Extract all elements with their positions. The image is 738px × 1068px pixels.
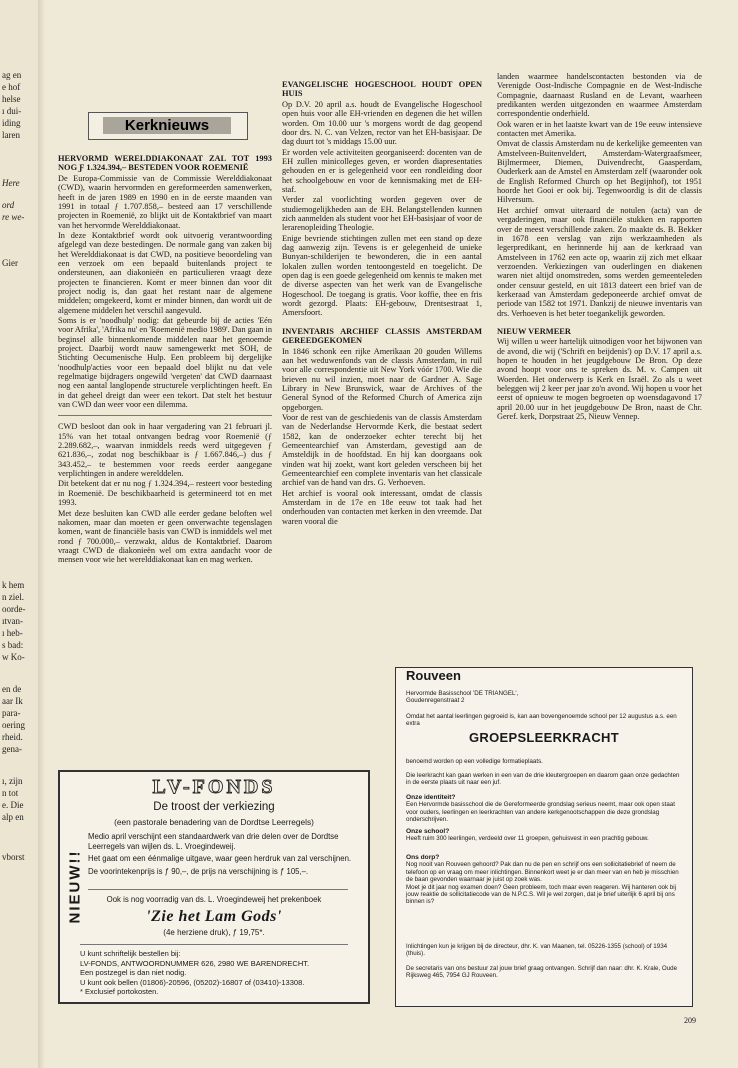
position-title: GROEPSLEERKRACHT (469, 730, 619, 745)
margin-fragment: para- (2, 708, 21, 718)
order-line: * Exclusief portokosten. (80, 987, 159, 996)
margin-fragment: ord (2, 200, 15, 210)
margin-fragment: iding (2, 118, 21, 128)
ad-contact-info: Inlichtingen kun je krijgen bij de directeur, dhr. K. van Maanen, tel. 05226-1355 (school) of 1934 (thuis). (406, 943, 668, 958)
paragraph: Ook waren er in het laatste kwart van de 19e eeuw intensieve contacten met Amerika. (497, 119, 702, 139)
ad-divider (80, 944, 348, 945)
margin-fragment: s bad: (2, 640, 24, 650)
article-heading-werelddiakonaat: HERVORMD WERELDDIAKONAAT ZAL TOT 1993 NOG Ƒ 1.324.394,– BESTEDEN VOOR ROEMENIË (58, 154, 272, 173)
ad-book-title: 'Zie het Lam Gods' (146, 908, 282, 925)
ad-line: De voorintekenprijs is ƒ 90,–, de prijs na verschijning is ƒ 105,–. (88, 866, 309, 876)
section-school: Onze school? Heeft ruim 300 leerlingen, verdeeld over 11 groepen, gehuisvest in een prachtig gebouw. (406, 828, 649, 843)
margin-fragment: en de (2, 684, 22, 694)
margin-fragment: n tot (2, 788, 19, 798)
section-header: Kerknieuws (103, 117, 231, 134)
column-1 (58, 154, 272, 758)
ad-title: LV-FONDS (152, 776, 276, 798)
paragraph: Wij willen u weer hartelijk uitnodigen voor het bijwonen van de avond, die wij ('Schrift en beijdenis') op D.V. 17 april a.s. hopen te houden in het jeugdgebouw De Bron. Op deze avond hoopt voor ons te spreken ds. M. v. Campen uit Woerden. Het onderwerp is Kerk en Israël. Zo als u weet beleggen wij 2 keer per jaar zo'n avond. Wij hopen u voor het eerst of opnieuw te mogen begroeten op woensdagavond 17 april 20.00 uur in het jeugdgebouw De Bron, naast de Chr. Geref. kerk, Dorpstraat 25, Nieuw Vennep. (497, 337, 702, 422)
ad-book-intro: Ook is nog voorradig van ds. L. Vroegindeweij het prekenboek (106, 895, 322, 904)
order-line: LV-FONDS, ANTWOORDNUMMER 626, 2980 WE BARENDRECHT. (80, 958, 310, 968)
page-fold (38, 0, 46, 1068)
margin-fragment: ı heb- (2, 628, 23, 638)
page-number: 209 (684, 1016, 696, 1025)
section-dorp: Ons dorp? Nog nooit van Rouveen gehoord? Pak dan nu de pen en schrijf ons een sollicitatiebrief of neem de telefoon op en vraag om meer inlichtingen. Binnenkort weet je er dan meer van en heb je misschien de baan gevonden waarnaar je juist op zoek was. Moet je dit jaar nog examen doen? Geen probleem, toch maar even reageren. Wij hanteren ook bij jouw reaktie de sollicitatiecode van de N.P.C.S. Wil je wel zorgen, dat je brief uiterlijk 6 april bij ons binnen is? (406, 854, 679, 906)
ad-line: Het gaat om een éénmalige uitgave, waar geen herdruk van zal verschijnen. (88, 854, 352, 864)
paragraph: Op D.V. 20 april a.s. houdt de Evangelische Hogeschool open huis voor alle EH-vrienden en degenen die het willen worden. Om 10.00 uur 's morgens wordt de dag geopend door drs. N. C. van Velzen, rector van het EH-basisjaar. De dag duurt tot 's middags 15.00 uur. (282, 99, 482, 147)
ad-title: Rouveen (406, 668, 461, 683)
rouveen-job-advertisement (395, 667, 693, 1007)
article-heading-nieuw-vennep: NIEUW VERMEER (497, 326, 571, 336)
margin-fragment: ıtvan- (2, 616, 23, 626)
paragraph: Voor de rest van de geschiedenis van de classis Amsterdam van de Nederlandse Hervormde Kerk, die bestaat sedert 1582, kan de onderzoeker echter terecht bij het Gemeentearchief van Amsterdam, gevestigd aan de Amsteldijk in de hoofdstad. En hij kan doorgaans ook vinden wat hij zoekt, want kort geleden verscheen bij het Gemeentearchief een complete inventaris van het classicale archief van de hand van drs. G. Verhoeven. (282, 412, 482, 488)
ad-subtitle: De troost der verkiezing (153, 801, 275, 813)
margin-fragment: ag en (2, 70, 22, 80)
paragraph: Verder zal voorlichting worden gegeven over de studiemogelijkheden aan de EH. Belangstellenden kunnen zich aanmelden als student voor het EH-basisjaar of voor de lerarenopleiding Theologie. (282, 195, 482, 233)
paragraph: CWD besloot dan ook in haar vergadering van 21 februari jl. 15% van het totaal ontvangen bedrag voor Roemenië (ƒ 2.289.682,–, waarvan inmiddels reeds werd uitgegeven ƒ 621.836,–, zodat nog beschikbaar is ƒ 1.667.846,–) dus ƒ 343.452,– te bestemmen voor reeds eerder aangegane verplichtingen in andere werelddelen. (58, 422, 272, 479)
margin-fragment: oering (2, 720, 25, 730)
section-header-box (88, 112, 248, 140)
margin-fragment: k hem (2, 580, 25, 590)
margin-fragment: ı dui- (2, 106, 22, 116)
paragraph: Er worden vele activiteiten georganiseerd: docenten van de EH zullen minicolleges geven, er worden diapresentaties gehouden en er is gelegenheid voor een rondleiding door het schoolgebouw en voor de kennismaking met de EH-staf. (282, 147, 482, 194)
paragraph: De Europa-Commissie van de Commissie Werelddiakonaat (CWD), waarin hervormden en gereformeerden samenwerken, heeft in de jaren 1989 en 1990 en in de eerste maanden van 1991 in totaal ƒ 1.707.858,– besteed aan 17 verschillende projecten in Roemenië, zo blijkt uit de Kontaktbrief van maart van het hervormde Werelddiakonaat. (58, 173, 272, 230)
paragraph: Omvat de classis Amsterdam nu de kerkelijke gemeenten van Amstelveen-Buitenveldert, Amsterdam-Watergraafsmeer, Bijlmermeer, Diemen, Duivendrecht, Gaasperdam, Ouderkerk aan de Amstel en Amsterdam zelf (waaronder ook de English Reformed Church op het Begijnhof), tot 1951 hoorde het Gooi er ook bij. Tegenwoordig is dit de classis Hilversum. (497, 139, 702, 205)
margin-fragment: e hof (2, 82, 21, 92)
margin-fragment: gena- (2, 744, 22, 754)
divider (58, 415, 272, 416)
margin-fragment: Gier (2, 258, 18, 268)
ad-secretary: De secretaris van ons bestuur zal jouw brief graag ontvangen. Schrijf dan naar: dhr. K. Krale, Oude Rijksweg 465, 7954 GJ Rouveen. (406, 965, 678, 980)
ad-body (88, 832, 360, 879)
article-heading-inventaris: INVENTARIS ARCHIEF CLASSIS AMSTERDAM GEREEDGEKOMEN (282, 326, 482, 346)
margin-fragment: Here (2, 178, 20, 188)
nieuw-vertical-label: NIEUW!! (66, 849, 84, 924)
column-2 (282, 80, 482, 662)
margin-fragment: alp en (2, 812, 24, 822)
margin-fragment: laren (2, 130, 20, 140)
margin-fragment: aar Ik (2, 696, 23, 706)
margin-fragment: helse (2, 94, 21, 104)
margin-fragment: n ziel. (2, 592, 24, 602)
paragraph: Enige bevriende stichtingen zullen met een stand op deze dag aanwezig zijn. Tevens is er gelegenheid de unieke Bunyan-schilderijen te bewonderen, die in een aantal lokalen zullen worden tentoongesteld en toegelicht. De open dag is een goede gelegenheid om kennis te maken met de diverse aspecten van het werk van de Evangelische Hogeschool. De toegang is gratis. Voor koffie, thee en fris wordt gezorgd. Plaats: EH-gebouw, Drentsestraat 1, Amersfoort. (282, 233, 482, 318)
paragraph: Met deze besluiten kan CWD alle eerder gedane beloften wel nakomen, maar dan moeten er geen onverwachte tegenslagen komen, want de financiële basis van CWD is inmiddels wel met rond ƒ 700.000,– verzwakt, aldus de Kontaktbrief. Daarom vraagt CWD de diakonieën wel om extra aandacht voor de mensen voor wie het werelddiakonaat kan en mag werken. (58, 508, 272, 565)
margin-fragment: re we- (2, 212, 25, 222)
paragraph: In deze Kontaktbrief wordt ook uitvoerig verantwoording afgelegd van deze bestedingen. De normale gang van zaken bij het Werelddiakonaat is dat CWD, na positieve beoordeling van een verzoek om een bepaald buitenlands project te ondersteunen, aan diakonieën en particulieren vraagt deze projecten te financieren. Komt er meer binnen dan voor dit project nodig is, dan gaat het restant naar de algemene middelen; omgekeerd, komt er minder binnen, dan wordt uit de algemene middelen het verschil aangevuld. (58, 230, 272, 315)
paragraph: Dit betekent dat er nu nog ƒ 1.324.394,– resteert voor besteding in Roemenië. De beschikbaarheid is getermineerd tot en met 1993. (58, 479, 272, 508)
paragraph: landen waarmee handelscontacten bestonden via de Verenigde Oost-Indische Compagnie en de West-Indische Compagnie, daarnaast Rusland en de Levant, waarheen predikanten werden uitgezonden en waarmee Amsterdam correspondentie onderhield. (497, 72, 702, 119)
school-name: Hervormde Basisschool 'DE TRIANGEL', Goudenregenstraat 2 (406, 690, 519, 705)
margin-fragment: vborst (2, 852, 25, 862)
paragraph: Het archief is vooral ook interessant, omdat de classis Amsterdam in de 17e en 18e eeuw tot taak had het onderhouden van contacten met kerken in den vreemde. Dat waren vooral die (282, 488, 482, 526)
order-line: Een postzegel is dan niet nodig. (80, 968, 187, 977)
lv-fonds-advertisement (58, 770, 370, 1004)
article-heading-hogeschool: EVANGELISCHE HOGESCHOOL HOUDT OPEN HUIS (282, 80, 482, 99)
section-identiteit: Onze identiteit? Een Hervormde basisschool die de Gereformeerde grondslag serieus neemt, maar ook open staat voor ouders, leerlingen en leerkrachten van andere kerkgenootschappen die deze grondslag onderschrijven. (406, 794, 675, 824)
order-line: U kunt ook bellen (01806)-20596, (05202)-16807 of (03410)-13308. (80, 977, 305, 987)
margin-fragment: e. Die (2, 800, 24, 810)
margin-fragment: oorde- (2, 604, 26, 614)
ad-benoemd: benoemd worden op een volledige formatieplaats. (406, 758, 543, 765)
margin-fragment: ı, zijn (2, 776, 23, 786)
ad-order-info (80, 949, 360, 997)
paragraph: Het archief omvat uiteraard de notulen (acta) van de vergaderingen, maar ook financiële stukken en rapporten over de meest verschillende zaken. Zo maakte ds. B. Bekker in 1678 een verslag van zijn werkzaamheden als legerpredikant, en herinnerde hij aan de kerkraad van Amstelveen in 1762 een acte op, waarin zij zich met elkaar verzoenden. Verkiezingen van ouderlingen en diakenen waren niet altijd onomstreden, soms werden gemeenteleden onder censuur gesteld, en uit 1813 dateert een brief van de kerkeraad van Amsterdam gedeponeerde archief omvat de periode van 1582 tot 1971. Dankzij de nieuwe inventaris van drs. Verhoeven is het beter toegankelijk geworden. (497, 205, 702, 318)
ad-book-edition: (4e herziene druk), ƒ 19,75*. (163, 928, 265, 937)
order-line: U kunt schriftelijk bestellen bij: (80, 949, 181, 958)
ad-intro: Omdat het aantal leerlingen gegroeid is, kan aan bovengenoemde school per 12 augustus a.s. een extra (406, 713, 677, 728)
ad-leerkracht: Die leerkracht kan gaan werken in een van de drie kleutergroepen en daarom gaan onze gedachten in de eerste plaats uit naar een juf. (406, 772, 680, 787)
ad-subtitle-note: (een pastorale benadering van de Dordtse Leerregels) (114, 817, 314, 827)
paragraph: In 1846 schonk een rijke Amerikaan 20 gouden Willems aan het weduwenfonds van de classis Amsterdam, in ruil voor alle correspondentie uit New York vóór 1700. Wie die brieven nu wil inzien, moet naar de Gardner A. Sage Library in New Brunswick, waar de Archives of the General Synod of the Reformed Church of America zijn opgeborgen. (282, 346, 482, 412)
previous-page-margin (0, 0, 38, 1068)
paragraph: Soms is er 'noodhulp' nodig: dat gebeurde bij de acties 'Eén voor Afrika', 'Afrika nu' en 'Roemenië medio 1989'. Dan gaan in beginsel alle binnenkomende middelen naar het genoemde project. Daarbij wordt nauw samengewerkt met SOH, de Stichting Oecumenische Hulp. Een probleem bij dergelijke 'noodhulp'acties voor een bepaald doel blijkt nu dat vele regelmatige bijdragers ongewild 'vergeten' dat CWD daarnaast nog een aantal langlopende structurele verplichtingen heeft. En in dat geheel dreigt dan weer een tekort. Dat stelt het bestuur van CWD dan weer voor een dilemma. (58, 315, 272, 410)
column-3 (497, 72, 702, 662)
margin-fragment: w Ko- (2, 652, 25, 662)
ad-divider (88, 889, 348, 890)
ad-line: Medio april verschijnt een standaardwerk van drie delen over de Dordtse Leerregels van wijlen ds. L. Vroegindeweij. (88, 832, 339, 851)
margin-fragment: rheid. (2, 732, 23, 742)
